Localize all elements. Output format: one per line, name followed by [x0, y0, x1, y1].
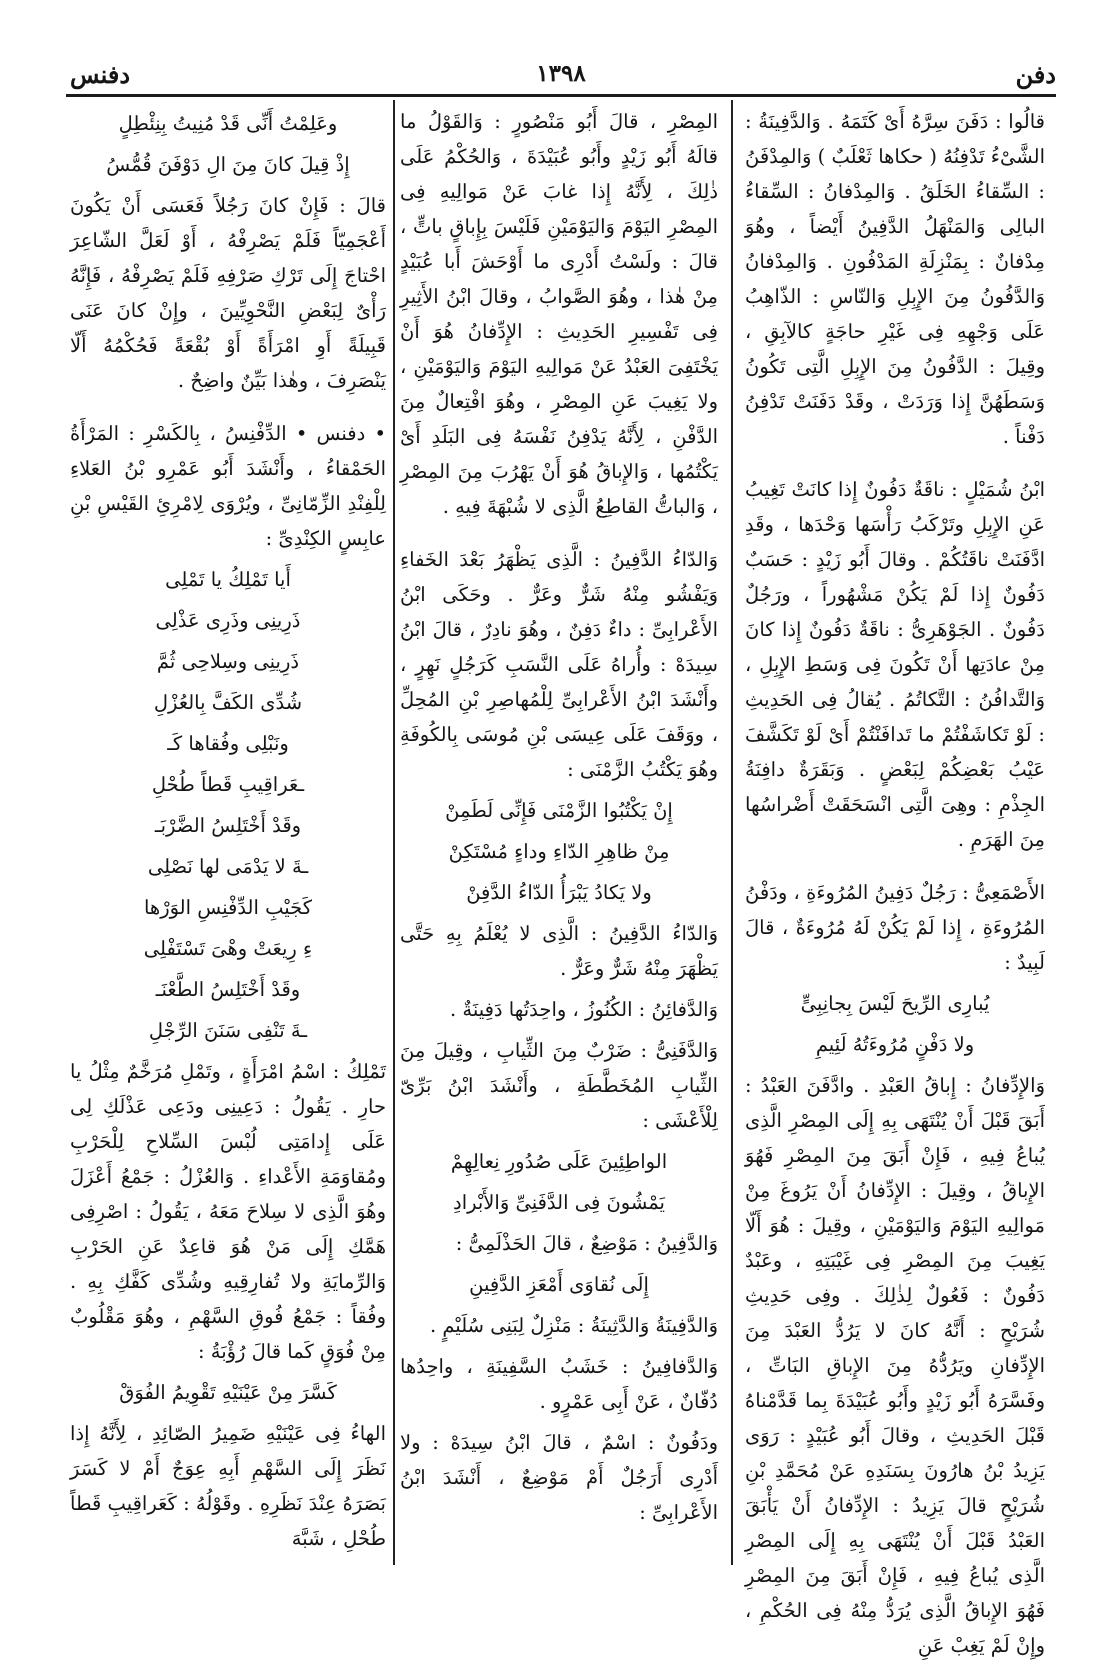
verse-line: إِلَى نُقاوَى أَمْعَزِ الدَّفِينِ: [469, 1273, 649, 1296]
paragraph: وَالدّاءُ الدَّفِينُ : الَّذِى لا يُعْلَمُ بِهِ حَتَّى يَظْهَرَ مِنْهُ شَرٌّ وعَرٌّ .: [400, 922, 718, 980]
verse-line: ءِ رِيعَتْ وهْىَ تَسْتَفْلِى: [143, 937, 313, 960]
running-header: [66, 48, 1056, 94]
paragraph: وَالدَّفافِينُ : خَشَبُ السَّفِينَةِ ، واحِدُها دُفّانٌ ، عَنْ أَبِى عَمْرٍو .: [400, 1355, 718, 1413]
verse-line: إِذْ قِيلَ كانَ مِنَ الِ دَوْفَنَ قُمُّسُ: [106, 153, 350, 176]
paragraph: قالَ : فَإِنْ كانَ رَجُلاً فَعَسَى أَنْ يَكُونَ أَعْجَمِيّاً فَلَمْ يَصْرِفْهُ ، أَوْ لَعَلَّ الشّاعِرَ احْتاجَ إِلَى تَرْكِ صَرْفِهِ فَلَمْ يَصْرِفْهُ ، فَإِنَّهُ رَأْىٌ لِبَعْضِ النَّحْوِيِّينَ ، وإِنْ كانَ عَنَى قَبِيلَةً أَوِ امْرَأَةً أَوْ بُقْعَةً فَحُكْمُهُ أَلّا يَنْصَرِفَ ، وهٰذا بَيِّنٌ واضِحٌ .: [70, 194, 386, 392]
verse-line: شُدِّى الكَفَّ بِالعُزْلِ: [153, 691, 303, 714]
paragraph: الهاءُ فِى عَيْنَيْهِ ضَمِيرُ الصّائِدِ ، لِأَنَّهُ إِذا نَظَرَ إِلَى السَّهْمِ أَبِهِ عِوَجٌ أَمْ لا كَسَرَ بَصَرَهُ عِنْدَ نَظَرِهِ . وقَوْلُهُ : كَعَراقِيبِ قَطاً طُحْلِ ، شَبَّهَ: [70, 1422, 386, 1550]
verse-line: كَسَّرَ مِنْ عَيْنَيْهِ تَقْوِيمُ الفُوَقْ: [119, 1381, 337, 1404]
verse-line: وعَلِمْتُ أَنِّى قَدْ مُنِيتُ بِنِئْطِلٍ: [118, 112, 338, 135]
verse-line: يَمْشُونَ فِى الدَّفَنِىِّ وَالأَبْرادِ: [453, 1191, 665, 1214]
paragraph: وَالدّاءُ الدَّفِينُ : الَّذِى يَظْهَرُ بَعْدَ الخَفاءِ وَيَفْشُو مِنْهُ شَرٌّ وعَرٌّ . وحَكَى ابْنُ الأَعْرابِىِّ : داءٌ دَفِنٌ ، وهُوَ نادِرٌ ، قالَ ابْنُ سِيدَهْ : وأُراهُ عَلَى النَّسَبِ كَرَجُلٍ نَهِرٍ ، وأَنْشَدَ ابْنُ الأَعْرابِىِّ لِلْمُهاصِرِ بْنِ المُحِلِّ ، ووَقَفَ عَلَى عِيسَى بْنِ مُوسَى بِالكُوفَةِ وهُوَ يَكْتُبُ الزَّمْنَى :: [400, 548, 718, 781]
column-middle: [400, 104, 718, 1564]
verse-line: وقَدْ أَخْتَلِسُ الطَّعْنَـ: [155, 978, 301, 1001]
verse-line: ـةَ لا يَدْمَى لها نَصْلِى: [147, 855, 309, 878]
paragraph: وَالدَّفِينُ : مَوْضِعٌ ، قالَ الحَذْلَمِىُّ :: [455, 1232, 718, 1255]
verse-line: ولا دَفْنٍ مُرُوءَتُهُ لَئِيمِ: [815, 1033, 975, 1056]
paragraph: المِصْرِ ، قالَ أَبُو مَنْصُورٍ : وَالقَوْلُ ما قالَهُ أَبُو زَيْدٍ وأَبُو عُبَيْدَةَ ، وَالحُكْمُ عَلَى ذٰلِكَ ، لِأَنَّهُ إِذا غابَ عَنْ مَوالِيهِ فِى المِصْرِ اليَوْمَ وَاليَوْمَيْنِ فَلَيْسَ بِإِباقٍ باتٍّ ، قالَ : ولَسْتُ أَدْرِى ما أَوْحَشَ أَبا عُبَيْدٍ مِنْ هٰذا ، وهُوَ الصَّوابُ ، وقالَ ابْنُ الأَثِيرِ فِى تَفْسِيرِ الحَدِيثِ : الإِدِّفانُ هُوَ أَنْ يَخْتَفِىَ العَبْدُ عَنْ مَوالِيهِ اليَوْمَ وَاليَوْمَيْنِ ، ولا يَغِيبَ عَنِ المِصْرِ ، وهُوَ افْتِعالٌ مِنَ الدَّفْنِ ، لِأَنَّهُ يَدْفِنُ نَفْسَهُ فِى البَلَدِ أَىْ يَكْتُمُها ، وَالإِباقُ هُوَ أَنْ يَهْرُبَ مِنَ المِصْرِ ، وَالباتُّ القاطِعُ الَّذِى لا شُبْهَةَ فِيهِ .: [400, 110, 718, 518]
verse-line: ـةَ تَنْفِى سَنَنَ الرِّجْلِ: [148, 1019, 308, 1042]
column-separator: [393, 100, 395, 1565]
column-right: [745, 104, 1045, 1657]
paragraph: ابْنُ شُمَيْلٍ : ناقَةٌ دَفُونٌ إِذا كانَتْ تَغِيبُ عَنِ الإِبِلِ وتَرْكَبُ رَأْسَها وَحْدَها ، وقَدِ ادَّفَنَتْ ناقَتُكُمْ . وقالَ أَبُو زَيْدٍ : حَسَبٌ دَفُونٌ إِذا لَمْ يَكُنْ مَشْهُوراً ، ورَجُلٌ دَفُونٌ . الجَوْهَرِىُّ : ناقَةٌ دَفُونٌ إِذا كانَ مِنْ عادَتِها أَنْ تَكُونَ فِى وَسَطِ الإِبِلِ ، وَالتَّدافُنُ : التَّكاتُمُ . يُقالُ فِى الحَدِيثِ : لَوْ تَكاشَفْتُمْ ما تَدافَنْتُمْ أَىْ لَوْ تَكَشَّفَ عَيْبُ بَعْضِكُمْ لِبَعْضٍ . وَبَقَرَةٌ دافِنَةُ الجِذْمِ : وهِىَ الَّتِى انْسَحَقَتْ أَضْراسُها مِنَ الهَرَمِ .: [745, 478, 1045, 851]
paragraph: تَمْلِكُ : اسْمُ امْرَأَةٍ ، وتَمْلِ مُرَخَّمٌ مِثْلُ يا حارِ . يَقُولُ : دَعِينِى ودَعِى عَذْلَكِ لِى عَلَى إِدامَتِى لُبْسَ السِّلاحِ لِلْحَرْبِ ومُقاوَمَةِ الأَعْداءِ . وَالعُزْلُ : جَمْعُ أَعْزَلَ وهُوَ الَّذِى لا سِلاحَ مَعَهُ ، يَقُولُ : اصْرِفِى هَمَّكِ إِلَى مَنْ هُوَ قاعِدٌ عَنِ الحَرْبِ وَالرِّمايَةِ ولا تُفارِقِيهِ وشُدِّى كَفَّكِ بِهِ . وفُقاً : جَمْعُ فُوقِ السَّهْمِ ، وهُوَ مَقْلُوبٌ مِنْ فُوَقٍ كَما قالَ رُؤْبَةُ :: [70, 1060, 386, 1363]
paragraph: وَالدَّفَنِىُّ : ضَرْبٌ مِنَ الثِّيابِ ، وقِيلَ مِنَ الثِّيابِ المُخَطَّطَةِ ، وأَنْشَدَ ابْنُ بَرِّىّ لِلْأَعْشَى :: [400, 1039, 718, 1132]
verse-line: يُبارِى الرِّيحَ لَيْسَ بِجانِبِىٍّ: [800, 992, 990, 1015]
paragraph: الأَصْمَعِىُّ : رَجُلٌ دَفِينُ المُرُوءَةِ ، ودَفْنُ المُرُوءَةِ ، إِذا لَمْ يَكُنْ لَهُ مُرُوءَةٌ ، قالَ لَبِيدٌ :: [745, 881, 1045, 974]
column-separator: [731, 100, 733, 1565]
verse-line: أَيا تَمْلِكُ يا تَمْلِى: [165, 568, 291, 591]
verse-line: ذَرِينِى وسِلاحِى ثُمَّ: [156, 650, 300, 673]
verse-line: ولا يَكادُ يَبْرَأُ الدّاءُ الدَّفِنْ: [466, 881, 652, 904]
verse-line: ـعَراقِيبِ قَطاً طُحْلِ: [151, 773, 305, 796]
paragraph: وَالدَّفائِنُ : الكُنُوزُ ، واحِدَتُها دَفِينَةٌ .: [449, 998, 718, 1021]
verse-line: مِنْ ظاهِرِ الدّاءِ وداءٍ مُسْتَكِنْ: [448, 840, 670, 863]
paragraph: وَالإِدِّفانُ : إِباقُ العَبْدِ . وادَّفَنَ العَبْدُ : أَبَقَ قَبْلَ أَنْ يُنْتَهَى بِهِ إِلَى المِصْرِ الَّذِى يُباعُ فِيهِ ، فَإِنْ أَبَقَ مِنَ المِصْرِ فَهُوَ الإِباقُ ، وقِيلَ : الإِدِّفانُ أَنْ يَرُوغَ مِنْ مَوالِيهِ اليَوْمَ وَاليَوْمَيْنِ ، وقِيلَ : هُوَ أَلّا يَغِيبَ مِنَ المِصْرِ فِى غَيْبَتِهِ ، وعَبْدٌ دَفُونٌ : فَعُولٌ لِذٰلِكَ . وفِى حَدِيثِ شُرَيْحٍ : أَنَّهُ كانَ لا يَرُدُّ العَبْدَ مِنَ الإِدِّفانِ ويَرُدُّهُ مِنَ الإِباقِ البَاتِّ ، وفَسَّرَهُ أَبُو زَيْدٍ وأَبُو عُبَيْدَةَ بِما قَدَّمْناهُ قَبْلَ الحَدِيثِ ، وقالَ أَبُو عُبَيْدٍ : رَوَى يَزِيدُ بْنُ هارُونَ بِسَنَدِهِ عَنْ مُحَمَّدِ بْنِ شُرَيْحٍ قالَ يَزِيدُ : الإِدِّفانُ أَنْ يَأْبَقَ العَبْدُ قَبْلَ أَنْ يُنْتَهَى بِهِ إِلَى المِصْرِ الَّذِى يُباعُ فِيهِ ، فَإِنْ أَبَقَ مِنَ المِصْرِ فَهُوَ الإِباقُ الَّذِى يُرَدُّ مِنْهُ فِى الحُكْمِ ، وإِنْ لَمْ يَغِبْ عَنِ: [745, 1074, 1045, 1657]
verse-line: كَجَيْبِ الدِّفْنِسِ الوَرْها: [143, 896, 313, 919]
verse-line: إِنْ يَكْتُبُوا الزَّمْنَى فَإِنِّى لَطَمِنْ: [445, 799, 673, 822]
paragraph: وَالدَّفِينَةُ وَالدَّثِينَةُ : مَنْزِلٌ لِبَنِى سُلَيْمٍ .: [429, 1314, 718, 1337]
verse-line: ذَرِينِى وذَرِى عَذْلِى: [155, 609, 301, 632]
page-number: ١٣٩٨: [536, 60, 586, 87]
header-entry-word-left: دفنس: [70, 60, 130, 89]
column-left: [70, 104, 386, 1564]
header-entry-word-right: دفن: [1015, 60, 1056, 89]
paragraph: ودَفُونٌ : اسْمٌ ، قالَ ابْنُ سِيدَهْ : ولا أَدْرِى أَرَجُلٌ أَمْ مَوْضِعٌ ، أَنْشَدَ ابْنُ الأَعْرابِىِّ :: [400, 1431, 718, 1524]
paragraph: قالُوا : دَفَنَ سِرَّهُ أَىْ كَتَمَهُ . وَالدَّفِينَةُ : الشَّىْءُ تَدْفِنُهُ ( حكاها ثَعْلَبٌ ) وَالمِدْفَنُ : السِّقاءُ الخَلَقُ . وَالمِدْفانُ : السِّقاءُ البالِى وَالمَنْهَلُ الدَّفِينُ أَيْضاً ، وهُوَ مِدْفانٌ : بِمَنْزِلَةِ المَدْفُونِ . وَالمِدْفانُ وَالدَّفُونُ مِنَ الإِبِلِ وَالنّاسِ : الذّاهِبُ عَلَى وَجْهِهِ فِى غَيْرِ حاجَةٍ كالآبِقِ ، وقِيلَ : الدَّفُونُ مِنَ الإِبِلِ الَّتِى تَكُونُ وَسَطَهُنَّ إِذا وَرَدَتْ ، وقَدْ دَفَنَتْ تَدْفِنُ دَفْناً .: [745, 110, 1045, 448]
verse-line: ونَبْلِى وفُقاها كَـ: [167, 732, 289, 755]
verse-line: وقَدْ أَخْتَلِسُ الضَّرْبَـ: [154, 814, 302, 837]
header-rule: [66, 94, 1056, 97]
verse-line: الواطِئِينَ عَلَى صُدُورِ نِعالِهِمْ: [450, 1150, 668, 1173]
entry-dafnas: • دفنس • الدِّفْنِسُ ، بِالكَسْرِ : المَرْأَةُ الحَمْقاءُ ، وأَنْشَدَ أَبُو عَمْرِو بْنُ العَلاءِ لِلْفِنْدِ الزِّمّانِىِّ ، ويُرْوَى لِامْرِئِ القَيْسِ بْنِ عابِسٍ الكِنْدِىِّ :: [70, 422, 386, 550]
